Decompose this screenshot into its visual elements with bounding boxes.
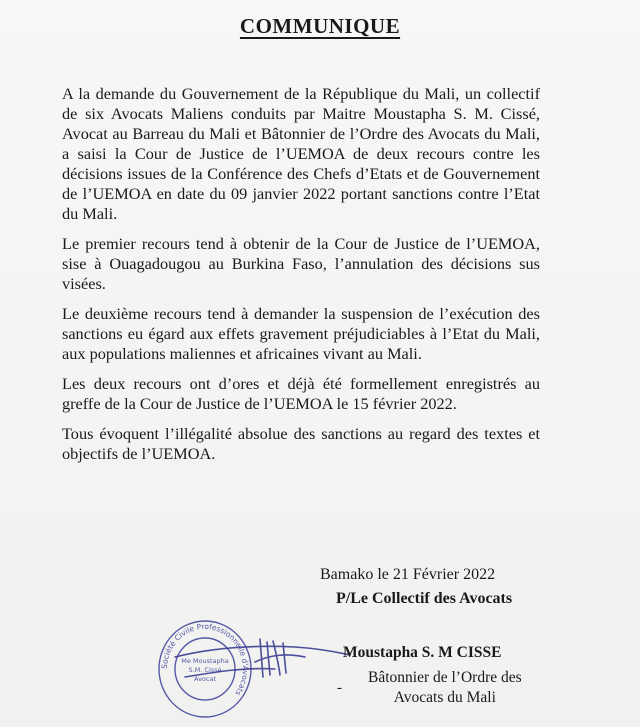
signer-title (368, 668, 522, 708)
stamp-center-line-1: Me Moustapha (181, 657, 229, 665)
document-title: COMMUNIQUE (239, 14, 401, 38)
stamp-and-signature (155, 617, 355, 722)
collectif-line: P/Le Collectif des Avocats (336, 590, 513, 607)
paragraph-1: A la demande du Gouvernement de la République du Mali, un collectif de six Avocats Maliens conduits par Maitre Moustapha S. M. Cissé, Avocat au Barreau du Mali et Bâtonnier de l’Ordre des Avocats du Mali, a saisi la Cour de Justice de l’UEMOA de deux recours contre les décisions issues de la Conférence des Chefs d’Etats et de Gouvernement de l’UEMOA en date du 09 janvier 2022 portant sanctions contre l’Etat du Mali. (62, 84, 540, 223)
paragraph-4: Les deux recours ont d’ores et déjà été formellement enregistrés au greffe de la Cour de Justice de l’UEMOA le 15 février 2022. (62, 374, 540, 413)
paragraph-2: Le premier recours tend à obtenir de la Cour de Justice de l’UEMOA, sise à Ouagadougou au Burkina Faso, l’annulation des décisions sus visées. (62, 234, 540, 293)
stamp-ring-text: Société Civile Professionnelle d'Avocats (159, 621, 251, 698)
document-body (62, 84, 540, 474)
signer-title-line-1: Bâtonnier de l’Ordre des (368, 669, 522, 686)
paragraph-5: Tous évoquent l’illégalité absolue des sanctions au regard des textes et objectifs de l’UEMOA. (62, 424, 540, 463)
stamp-center-line-2: S.M. Cissé (188, 666, 222, 674)
stamp-center-line-3: Avocat (194, 675, 216, 683)
date-line: Bamako le 21 Février 2022 (320, 566, 496, 583)
paragraph-3: Le deuxième recours tend à demander la suspension de l’exécution des sanctions eu égard aux effets gravement préjudiciables à l’Etat du Mali, aux populations maliennes et africaines vivant au Mali. (62, 304, 540, 363)
signer-title-line-2: Avocats du Mali (393, 689, 496, 706)
signer-name: Moustapha S. M CISSE (343, 644, 502, 661)
signature-dash: - (337, 680, 342, 696)
